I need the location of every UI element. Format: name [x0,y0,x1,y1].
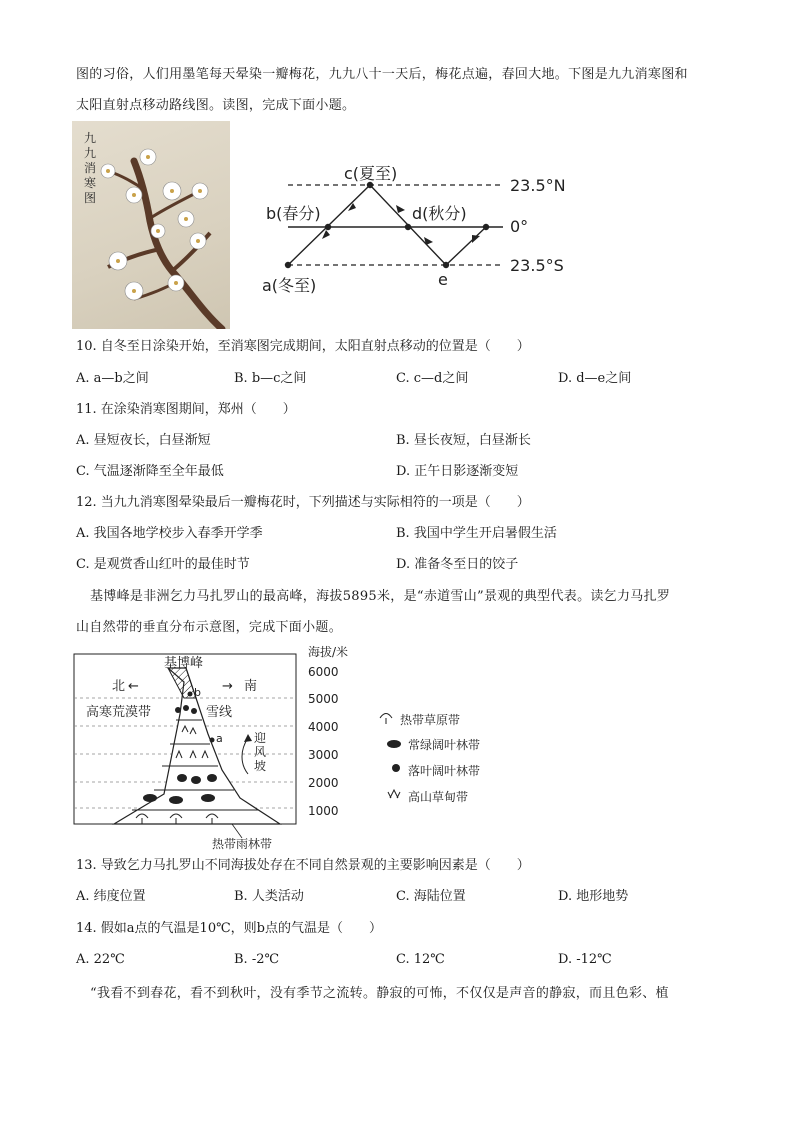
svg-text:→: → [222,679,233,694]
label-e: e [438,270,448,289]
label-a: a(冬至) [262,276,317,295]
q10-option-c[interactable]: C. c—d之间 [396,371,469,386]
intro-line-1: 图的习俗，人们用墨笔每天晕染一瓣梅花，九九八十一天后，梅花点遍，春回大地。下图是九九消寒图和 [76,67,688,82]
q12-stem: 12. 当九九消寒图晕染最后一瓣梅花时，下列描述与实际相符的一项是（ ） [76,495,530,510]
desert-zone-label: 高寒荒漠带 [86,705,152,720]
point-d [405,224,411,230]
q13-option-d[interactable]: D. 地形地势 [558,889,629,904]
legend-item-savanna: 热带草原带 [400,713,461,727]
lat-south-label: 23.5°S [510,256,564,275]
q12-option-d[interactable]: D. 准备冬至日的饺子 [396,557,519,572]
windward-label-3: 坡 [254,759,267,773]
sun-path-line [288,185,486,265]
q12-option-b[interactable]: B. 我国中学生开启暑假生活 [396,526,557,541]
deciduous-icon [392,764,400,772]
painting-title: 九 九 消 寒 图 [84,131,97,205]
q14-stem: 14. 假如a点的气温是10℃，则b点的气温是（ ） [76,921,382,936]
tick-2000: 2000 [308,776,339,790]
sun-path-diagram [258,155,588,305]
legend-item-deciduous: 落叶阔叶林带 [408,764,481,778]
q13-option-a[interactable]: A. 纬度位置 [76,889,146,904]
rainforest-label: 热带雨林带 [212,837,273,851]
q10-option-d[interactable]: D. d—e之间 [558,371,632,386]
intro-line-2: 太阳直射点移动路线图。读图，完成下面小题。 [76,98,356,113]
q11-option-d[interactable]: D. 正午日影逐渐变短 [396,464,519,479]
savanna-icon [380,714,392,725]
meadow-icon [388,790,400,798]
passage2-line-1: 基博峰是非洲乞力马扎罗山的最高峰，海拔5895米，是“赤道雪山”景观的典型代表。读乞力马扎罗 [90,589,671,604]
tick-4000: 4000 [308,720,339,734]
svg-text:←: ← [128,679,139,694]
axis-title: 海拔/米 [308,645,349,659]
label-c: c(夏至) [344,164,398,183]
q13-stem: 13. 导致乞力马扎罗山不同海拔处存在不同自然景观的主要影响因素是（ ） [76,858,530,873]
q13-option-b[interactable]: B. 人类活动 [234,889,304,904]
point-b-label: b [194,686,201,699]
q12-option-a[interactable]: A. 我国各地学校步入春季开学季 [76,526,263,541]
q11-option-b[interactable]: B. 昼长夜短，白昼渐长 [396,433,531,448]
q14-option-c[interactable]: C. 12℃ [396,952,445,967]
q11-option-a[interactable]: A. 昼短夜长，白昼渐短 [76,433,211,448]
q11-option-c[interactable]: C. 气温逐渐降至全年最低 [76,464,224,479]
q14-option-d[interactable]: D. -12℃ [558,952,612,967]
tick-6000: 6000 [308,665,339,679]
point-b-marker [188,692,193,697]
north-label: 北 [112,679,126,694]
nine-nine-painting [72,121,230,329]
legend-item-evergreen: 常绿阔叶林带 [408,738,481,752]
windward-arrow-icon [242,738,248,774]
point-a-label: a [216,732,223,745]
point-e [443,262,449,268]
tick-3000: 3000 [308,748,339,762]
peak-label: 基博峰 [164,656,204,671]
point-a [285,262,291,268]
q10-option-a[interactable]: A. a—b之间 [76,371,149,386]
q10-stem: 10. 自冬至日涂染开始，至消寒图完成期间，太阳直射点移动的位置是（ ） [76,339,530,354]
q13-option-c[interactable]: C. 海陆位置 [396,889,466,904]
plum-branch-icon [72,121,230,329]
point-b [325,224,331,230]
lat-north-label: 23.5°N [510,176,566,195]
mountain-zone-diagram [72,642,502,852]
legend [380,712,480,804]
snowline-label: 雪线 [206,705,233,720]
point-end [483,224,489,230]
tick-1000: 1000 [308,804,339,818]
windward-label-1: 迎 [254,731,267,745]
q14-option-a[interactable]: A. 22℃ [76,952,125,967]
evergreen-icon [387,740,401,748]
tick-5000: 5000 [308,692,339,706]
q14-option-b[interactable]: B. -2℃ [234,952,280,967]
q11-stem: 11. 在涂染消寒图期间，郑州（ ） [76,402,296,417]
windward-label-2: 风 [254,745,267,759]
south-label: 南 [244,679,258,694]
lat-equator-label: 0° [510,217,529,236]
passage2-line-2: 山自然带的垂直分布示意图，完成下面小题。 [76,620,343,635]
label-d: d(秋分) [412,204,467,223]
point-a-marker [210,738,215,743]
q12-option-c[interactable]: C. 是观赏香山红叶的最佳时节 [76,557,250,572]
passage3-line-1: “我看不到春花，看不到秋叶，没有季节之流转。静寂的可怖，不仅仅是声音的静寂，而且色彩、植 [90,986,669,1001]
q10-option-b[interactable]: B. b—c之间 [234,371,307,386]
label-b: b(春分) [266,204,321,223]
legend-item-meadow: 高山草甸带 [408,790,469,804]
